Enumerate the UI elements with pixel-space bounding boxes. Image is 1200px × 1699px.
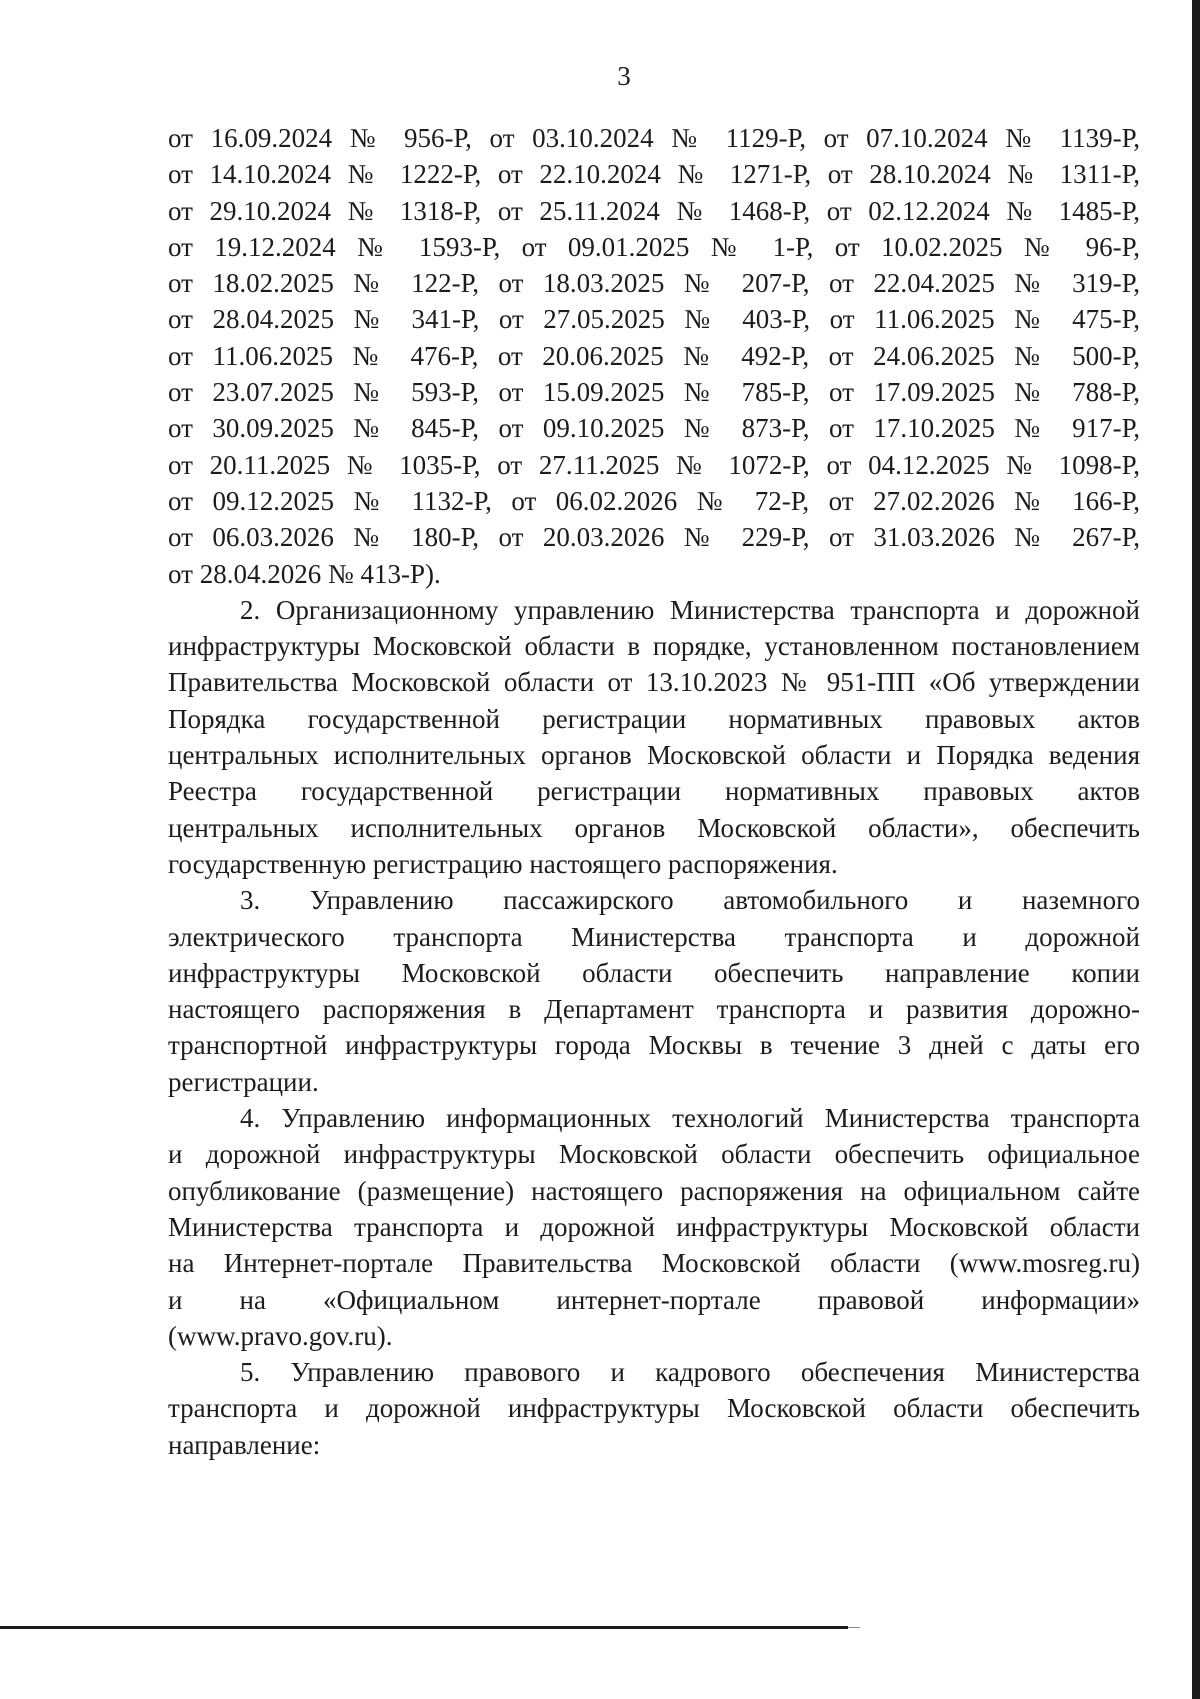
text-line: от 30.09.2025 № 845-Р, от 09.10.2025 № 873-Р, от 17.10.2025 № 917-Р, [168, 413, 1140, 444]
text-line: электрического транспорта Министерства транспорта и дорожной [168, 921, 1140, 952]
text-line: центральных исполнительных органов Московской области и Порядка ведения [168, 740, 1140, 771]
text-line: центральных исполнительных органов Московской области», обеспечить [168, 812, 1140, 843]
text-line: Реестра государственной регистрации нормативных правовых актов [168, 776, 1140, 807]
text-line: транспорта и дорожной инфраструктуры Московской области обеспечить [168, 1393, 1140, 1424]
paragraph-4 [168, 1100, 1140, 1354]
text-line: транспортной инфраструктуры города Москвы в течение 3 дней с даты его [168, 1030, 1140, 1061]
amended-acts-list [168, 120, 1140, 592]
text-line: Министерства транспорта и дорожной инфраструктуры Московской области [168, 1211, 1140, 1242]
text-line: от 28.04.2026 № 413-Р). [168, 558, 441, 589]
text-line: от 14.10.2024 № 1222-Р, от 22.10.2024 № 1271-Р, от 28.10.2024 № 1311-Р, [168, 159, 1140, 190]
text-line: настоящего распоряжения в Департамент транспорта и развития дорожно- [168, 994, 1140, 1025]
text-line: от 11.06.2025 № 476-Р, от 20.06.2025 № 492-Р, от 24.06.2025 № 500-Р, [168, 340, 1140, 371]
text-line: инфраструктуры Московской области обеспечить направление копии [168, 957, 1140, 988]
text-line: от 28.04.2025 № 341-Р, от 27.05.2025 № 403-Р, от 11.06.2025 № 475-Р, [168, 304, 1140, 335]
paragraph-3 [168, 882, 1140, 1100]
text-line: и на «Официальном интернет-портале правовой информации» [168, 1284, 1140, 1315]
text-line: Порядка государственной регистрации нормативных правовых актов [168, 703, 1140, 734]
text-line: от 23.07.2025 № 593-Р, от 15.09.2025 № 785-Р, от 17.09.2025 № 788-Р, [168, 377, 1140, 408]
text-line: 4. Управлению информационных технологий Министерства транспорта [240, 1103, 1140, 1134]
text-line: от 20.11.2025 № 1035-Р, от 27.11.2025 № 1072-Р, от 04.12.2025 № 1098-Р, [168, 449, 1140, 480]
text-line: Правительства Московской области от 13.10.2023 № 951-ПП «Об утверждении [168, 667, 1140, 698]
paragraph-2 [168, 592, 1140, 882]
text-line: от 06.03.2026 № 180-Р, от 20.03.2026 № 229-Р, от 31.03.2026 № 267-Р, [168, 522, 1140, 553]
text-line: от 09.12.2025 № 1132-Р, от 06.02.2026 № 72-Р, от 27.02.2026 № 166-Р, [168, 485, 1140, 516]
bottom-rule [0, 1626, 848, 1629]
text-line: от 18.02.2025 № 122-Р, от 18.03.2025 № 207-Р, от 22.04.2025 № 319-Р, [168, 268, 1140, 299]
text-line: от 19.12.2024 № 1593-Р, от 09.01.2025 № 1-Р, от 10.02.2025 № 96-Р, [168, 231, 1140, 262]
text-line: (www.pravo.gov.ru). [168, 1320, 393, 1351]
document-body [168, 120, 1140, 1463]
text-line: направление: [168, 1429, 321, 1460]
text-line: 5. Управлению правового и кадрового обеспечения Министерства [240, 1357, 1140, 1388]
text-line: 2. Организационному управлению Министерства транспорта и дорожной [240, 594, 1140, 625]
scan-edge [1192, 0, 1200, 1699]
text-line: 3. Управлению пассажирского автомобильного и наземного [240, 885, 1140, 916]
text-line: от 29.10.2024 № 1318-Р, от 25.11.2024 № 1468-Р, от 02.12.2024 № 1485-Р, [168, 195, 1140, 226]
text-line: на Интернет-портале Правительства Московской области (www.mosreg.ru) [168, 1248, 1140, 1279]
text-line: от 16.09.2024 № 956-Р, от 03.10.2024 № 1129-Р, от 07.10.2024 № 1139-Р, [168, 123, 1140, 153]
text-line: опубликование (размещение) настоящего распоряжения на официальном сайте [168, 1175, 1140, 1206]
text-line: и дорожной инфраструктуры Московской области обеспечить официальное [168, 1139, 1140, 1170]
text-line: государственную регистрацию настоящего распоряжения. [168, 848, 838, 879]
text-line: регистрации. [168, 1066, 319, 1097]
text-line: инфраструктуры Московской области в порядке, установленном постановлением [168, 631, 1140, 662]
paragraph-5 [168, 1354, 1140, 1463]
page-number: 3 [617, 61, 631, 91]
bottom-rule-tail [848, 1627, 860, 1628]
